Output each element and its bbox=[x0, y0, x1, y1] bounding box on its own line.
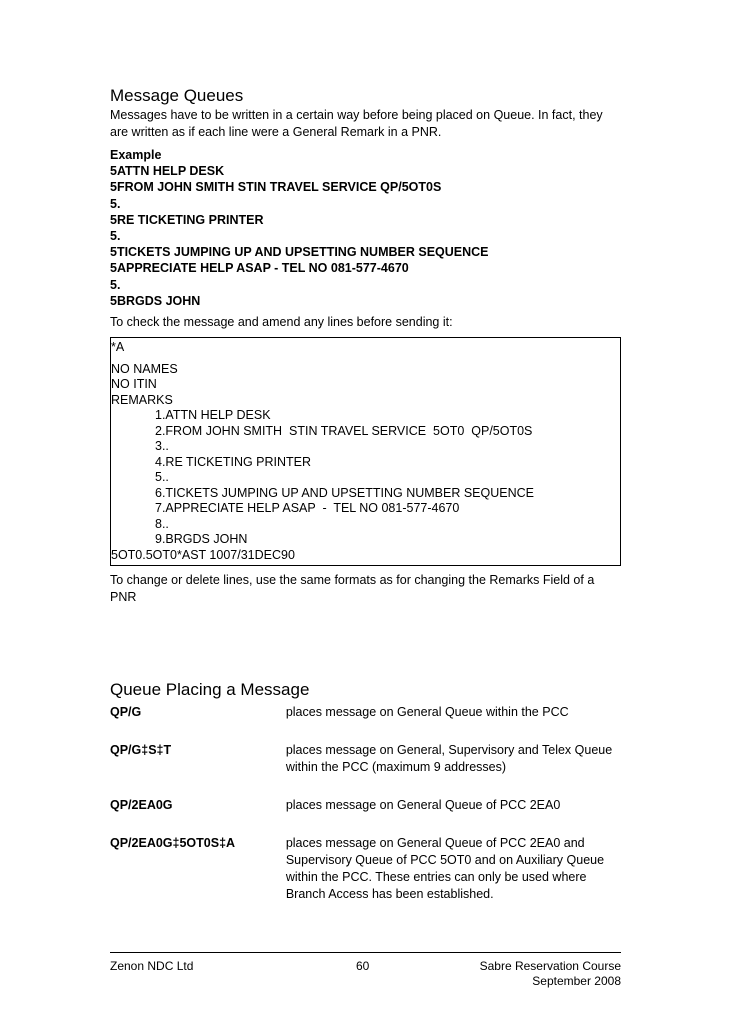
remark-line: 9.BRGDS JOHN bbox=[155, 532, 248, 547]
command-code: QP/G bbox=[110, 705, 142, 720]
terminal-footer-line: 5OT0.5OT0*AST 1007/31DEC90 bbox=[111, 547, 295, 562]
command-description: places message on General Queue of PCC 2EA0 bbox=[285, 798, 561, 813]
terminal-command: *A bbox=[111, 340, 125, 355]
example-line: Example bbox=[110, 148, 162, 162]
table-row bbox=[110, 797, 620, 814]
command-code: QP/2EA0G bbox=[110, 798, 173, 813]
command-description: places message on General Queue of PCC 2EA0 and Supervisory Queue of PCC 5OT0 and on Auxiliary Queue within the PCC. These entries can only be used where Branch Access has been established. bbox=[285, 836, 605, 902]
remark-line: 8.. bbox=[155, 516, 169, 531]
example-line: 5RE TICKETING PRINTER bbox=[110, 212, 264, 227]
terminal-line: REMARKS bbox=[111, 392, 173, 407]
example-line: 5APPRECIATE HELP ASAP - TEL NO 081-577-4670 bbox=[110, 261, 409, 276]
terminal-line: NO NAMES bbox=[111, 361, 178, 376]
terminal-output-box bbox=[110, 337, 621, 566]
queue-command-table bbox=[110, 704, 620, 903]
change-instructions: To change or delete lines, use the same formats as for changing the Remarks Field of a PNR bbox=[110, 573, 595, 605]
table-row bbox=[110, 835, 620, 903]
example-line: 5. bbox=[110, 277, 121, 292]
command-description: places message on General Queue within the PCC bbox=[285, 705, 569, 720]
example-block bbox=[110, 147, 620, 309]
page-content bbox=[110, 86, 620, 903]
command-code: QP/2EA0G‡5OT0S‡A bbox=[110, 836, 236, 851]
command-description: places message on General, Supervisory and Telex Queue within the PCC (maximum 9 addresses) bbox=[285, 743, 613, 775]
remark-line: 6.TICKETS JUMPING UP AND UPSETTING NUMBER SEQUENCE bbox=[155, 485, 534, 500]
example-line: 5BRGDS JOHN bbox=[110, 293, 201, 308]
example-line: 5. bbox=[110, 196, 121, 211]
command-code: QP/G‡S‡T bbox=[110, 743, 172, 758]
example-line: 5. bbox=[110, 229, 121, 244]
example-line: 5TICKETS JUMPING UP AND UPSETTING NUMBER SEQUENCE bbox=[110, 245, 489, 260]
terminal-line: NO ITIN bbox=[111, 377, 157, 392]
example-line: 5ATTN HELP DESK bbox=[110, 164, 225, 179]
footer-date: September 2008 bbox=[532, 974, 621, 988]
check-instructions: To check the message and amend any lines before sending it: bbox=[110, 315, 453, 330]
example-line: 5FROM JOHN SMITH STIN TRAVEL SERVICE QP/5OT0S bbox=[110, 180, 442, 195]
footer-course-info bbox=[480, 959, 621, 989]
footer-course: Sabre Reservation Course bbox=[479, 959, 621, 973]
intro-paragraph: Messages have to be written in a certain way before being placed on Queue. In fact, they are written as if each line were a General Remark in a PNR. bbox=[110, 108, 603, 139]
remark-line: 2.FROM JOHN SMITH STIN TRAVEL SERVICE 5OT0 QP/5OT0S bbox=[155, 423, 533, 438]
table-row bbox=[110, 704, 620, 721]
remark-line: 3.. bbox=[155, 439, 169, 454]
section-title-queue-placing: Queue Placing a Message bbox=[110, 680, 310, 700]
remark-line: 4.RE TICKETING PRINTER bbox=[155, 454, 312, 469]
remark-line: 5.. bbox=[155, 470, 169, 485]
footer-company: Zenon NDC Ltd bbox=[110, 959, 194, 973]
queue-placing-section bbox=[110, 680, 620, 903]
remark-line: 7.APPRECIATE HELP ASAP - TEL NO 081-577-4670 bbox=[155, 501, 460, 516]
footer-page-number: 60 bbox=[356, 959, 370, 973]
section-title-message-queues: Message Queues bbox=[110, 86, 244, 105]
page-footer bbox=[110, 952, 621, 988]
table-row bbox=[110, 742, 620, 776]
remark-line: 1.ATTN HELP DESK bbox=[155, 408, 271, 423]
